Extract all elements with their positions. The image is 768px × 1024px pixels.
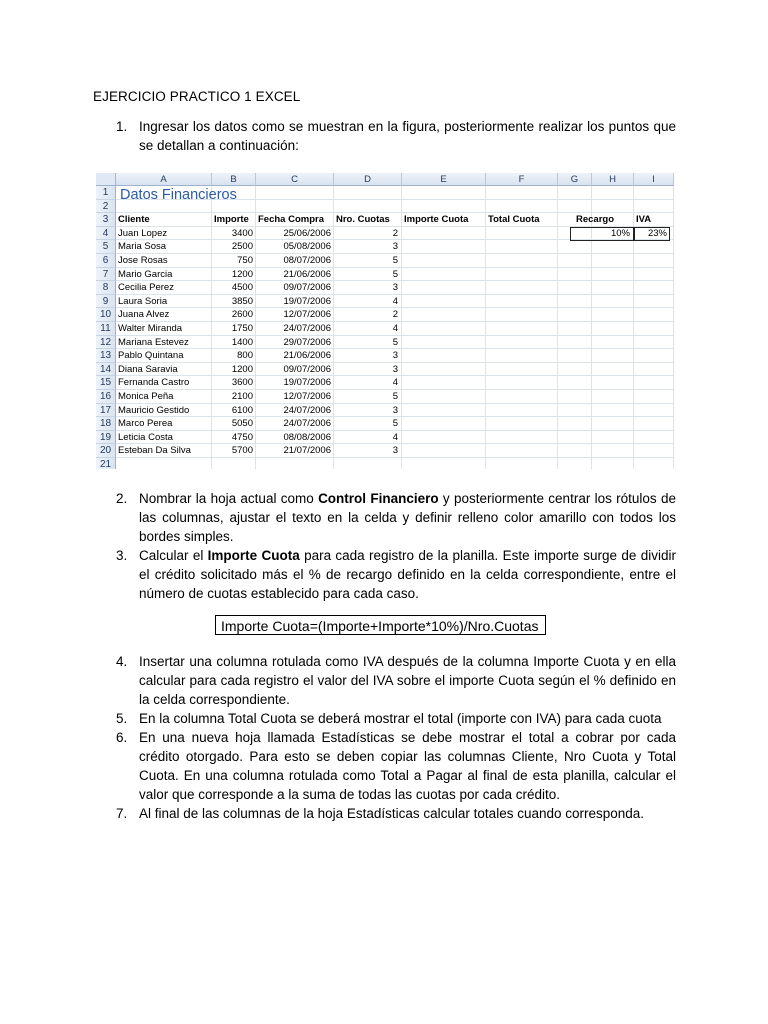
column-label: Importe bbox=[214, 214, 249, 226]
cell-fecha: 19/07/2006 bbox=[283, 377, 331, 389]
document-title: EJERCICIO PRACTICO 1 EXCEL bbox=[93, 89, 301, 104]
row-header: 12 bbox=[96, 336, 116, 350]
cell-cliente: Fernanda Castro bbox=[118, 377, 190, 389]
gridline bbox=[116, 335, 674, 336]
gridline bbox=[116, 403, 674, 404]
column-label: Cliente bbox=[118, 214, 150, 226]
cell-importe: 2500 bbox=[231, 241, 253, 253]
column-header: F bbox=[486, 173, 558, 186]
cell-cliente: Juan Lopez bbox=[118, 227, 168, 239]
row-header: 14 bbox=[96, 363, 116, 377]
gridline bbox=[116, 294, 674, 295]
gridline bbox=[116, 267, 674, 268]
step-3 bbox=[110, 546, 676, 603]
step-5 bbox=[110, 709, 676, 728]
cell-fecha: 29/07/2006 bbox=[283, 336, 331, 348]
row-header: 9 bbox=[96, 295, 116, 309]
step-number: 6. bbox=[116, 730, 128, 745]
gridline bbox=[116, 253, 674, 254]
cell-cliente: Juana Alvez bbox=[118, 309, 170, 321]
row-header: 20 bbox=[96, 444, 116, 458]
cell-fecha: 21/06/2006 bbox=[283, 350, 331, 362]
column-header: H bbox=[592, 173, 634, 186]
step-6 bbox=[110, 728, 676, 804]
iva-value: 23% bbox=[647, 227, 667, 239]
cell-fecha: 12/07/2006 bbox=[283, 309, 331, 321]
gridline bbox=[116, 457, 674, 458]
cell-cuotas: 2 bbox=[392, 309, 398, 321]
step-7 bbox=[110, 804, 676, 823]
step-bold-text: Importe Cuota bbox=[207, 548, 300, 563]
column-header: G bbox=[558, 173, 592, 186]
cell-cliente: Mauricio Gestido bbox=[118, 404, 190, 416]
cell-cuotas: 5 bbox=[392, 255, 398, 266]
cell-cuotas: 5 bbox=[392, 418, 398, 430]
cell-importe: 1400 bbox=[231, 336, 253, 348]
step-text: Ingresar los datos como se muestran en la figura, posteriormente realizar los puntos que se detallan a continuación: bbox=[139, 119, 676, 153]
row-header: 4 bbox=[96, 227, 116, 241]
cell-fecha: 05/08/2006 bbox=[283, 241, 331, 253]
cell-fecha: 21/06/2006 bbox=[283, 268, 331, 280]
step-text: para cada registro de la planilla. Este importe surge de dividir el crédito solicitado más el % de recargo definido en la celda correspondiente, entre el número de cuotas establecido para cada caso. bbox=[139, 548, 676, 601]
cell-importe: 800 bbox=[237, 350, 253, 362]
row-header: 10 bbox=[96, 308, 116, 322]
column-header: B bbox=[212, 173, 256, 186]
cell-importe: 2100 bbox=[231, 391, 253, 402]
column-header: I bbox=[634, 173, 674, 186]
gridline bbox=[116, 443, 674, 444]
steps-list-top bbox=[110, 117, 676, 155]
row-header: 17 bbox=[96, 404, 116, 418]
cell-cuotas: 4 bbox=[392, 323, 398, 334]
column-label: Importe Cuota bbox=[404, 214, 469, 226]
row-header: 13 bbox=[96, 349, 116, 363]
cell-cliente: Maria Sosa bbox=[118, 241, 167, 253]
step-text: Al final de las columnas de la hoja Estadísticas calcular totales cuando corresponda. bbox=[139, 806, 645, 821]
row-header: 7 bbox=[96, 268, 116, 282]
gridline bbox=[673, 186, 674, 469]
cell-cliente: Walter Miranda bbox=[118, 323, 183, 334]
cell-importe: 1200 bbox=[231, 268, 253, 280]
cell-cuotas: 5 bbox=[392, 336, 398, 348]
cell-importe: 3600 bbox=[231, 377, 253, 389]
gridline bbox=[116, 362, 674, 363]
row-header: 1 bbox=[96, 186, 116, 200]
cell-fecha: 25/06/2006 bbox=[283, 227, 331, 239]
gridline bbox=[116, 348, 674, 349]
iva-label: IVA bbox=[636, 214, 652, 226]
cell-cuotas: 3 bbox=[392, 404, 398, 416]
gridline bbox=[116, 321, 674, 322]
cell-cuotas: 3 bbox=[392, 350, 398, 362]
column-label: Fecha Compra bbox=[258, 214, 324, 226]
cell-fecha: 24/07/2006 bbox=[283, 323, 331, 334]
step-number: 7. bbox=[116, 806, 128, 821]
cell-importe: 2600 bbox=[231, 309, 253, 321]
cell-importe: 1750 bbox=[231, 323, 253, 334]
cell-cliente: Esteban Da Silva bbox=[118, 445, 191, 457]
step-1 bbox=[110, 117, 676, 155]
gridline bbox=[116, 212, 674, 213]
steps-list-bottom bbox=[110, 489, 676, 823]
cell-importe: 4750 bbox=[231, 431, 253, 443]
step-text: En la columna Total Cuota se deberá mostrar el total (importe con IVA) para cada cuota bbox=[139, 711, 662, 726]
cell-importe: 3850 bbox=[231, 295, 253, 307]
cell-cuotas: 4 bbox=[392, 377, 398, 389]
step-number: 2. bbox=[116, 491, 128, 506]
cell-cuotas: 3 bbox=[392, 363, 398, 375]
cell-cliente: Mario Garcia bbox=[118, 268, 173, 280]
cell-cliente: Jose Rosas bbox=[118, 255, 168, 266]
gridline bbox=[116, 416, 674, 417]
sheet-title: Datos Financieros bbox=[120, 187, 237, 203]
cell-cliente: Monica Peña bbox=[118, 391, 174, 402]
step-text: En una nueva hoja llamada Estadísticas se debe mostrar el total a cobrar por cada crédito otorgado. Para esto se deben copiar las columnas Cliente, Nro Cuota y Total Cuota. En una columna rotulada como Total a Pagar al final de esta planilla, calcular el valor que corresponde a la suma de todas las cuotas por cada crédito. bbox=[139, 730, 676, 802]
cell-fecha: 09/07/2006 bbox=[283, 282, 331, 294]
cell-importe: 6100 bbox=[231, 404, 253, 416]
cell-cliente: Marco Perea bbox=[118, 418, 173, 430]
excel-screenshot bbox=[96, 173, 674, 469]
column-header: E bbox=[402, 173, 486, 186]
cell-importe: 1200 bbox=[231, 363, 253, 375]
cell-fecha: 08/08/2006 bbox=[283, 431, 331, 443]
recargo-label: Recargo bbox=[576, 214, 615, 226]
step-bold-text: Control Financiero bbox=[318, 491, 439, 506]
step-text: Nombrar la hoja actual como bbox=[139, 491, 319, 506]
cell-cliente: Mariana Estevez bbox=[118, 336, 189, 348]
cell-cliente: Laura Soria bbox=[118, 295, 168, 307]
gridline bbox=[116, 430, 674, 431]
cell-importe: 5050 bbox=[231, 418, 253, 430]
cell-importe: 5700 bbox=[231, 445, 253, 457]
column-header: C bbox=[256, 173, 334, 186]
cell-cuotas: 3 bbox=[392, 445, 398, 457]
cell-cliente: Diana Saravia bbox=[118, 363, 178, 375]
cell-fecha: 09/07/2006 bbox=[283, 363, 331, 375]
gridline bbox=[116, 375, 674, 376]
step-number: 5. bbox=[116, 711, 128, 726]
step-4 bbox=[110, 652, 676, 709]
column-label: Total Cuota bbox=[488, 214, 540, 226]
step-number: 4. bbox=[116, 654, 128, 669]
cell-cliente: Leticia Costa bbox=[118, 431, 173, 443]
cell-importe: 750 bbox=[237, 255, 253, 266]
cell-importe: 4500 bbox=[231, 282, 253, 294]
cell-cliente: Pablo Quintana bbox=[118, 350, 184, 362]
gridline bbox=[557, 186, 558, 469]
cell-importe: 3400 bbox=[231, 227, 253, 239]
sheet-corner bbox=[96, 173, 116, 186]
gridline bbox=[116, 280, 674, 281]
gridline bbox=[401, 186, 402, 469]
cell-fecha: 24/07/2006 bbox=[283, 418, 331, 430]
column-label: Nro. Cuotas bbox=[336, 214, 390, 226]
gridline bbox=[116, 389, 674, 390]
cell-cuotas: 2 bbox=[392, 227, 398, 239]
step-number: 1. bbox=[116, 119, 128, 134]
formula-box: Importe Cuota=(Importe+Importe*10%)/Nro.Cuotas bbox=[215, 615, 546, 635]
cell-cuotas: 4 bbox=[392, 431, 398, 443]
cell-fecha: 21/07/2006 bbox=[283, 445, 331, 457]
recargo-value: 10% bbox=[610, 227, 630, 239]
gridline bbox=[485, 186, 486, 469]
gridline bbox=[116, 307, 674, 308]
row-header: 15 bbox=[96, 376, 116, 390]
row-header: 3 bbox=[96, 213, 116, 227]
cell-cuotas: 3 bbox=[392, 241, 398, 253]
column-header: A bbox=[116, 173, 212, 186]
row-header: 11 bbox=[96, 322, 116, 336]
cell-cuotas: 4 bbox=[392, 295, 398, 307]
row-header: 18 bbox=[96, 417, 116, 431]
row-header: 2 bbox=[96, 200, 116, 214]
formula-wrapper bbox=[110, 615, 676, 641]
cell-fecha: 12/07/2006 bbox=[283, 391, 331, 402]
step-text: Insertar una columna rotulada como IVA después de la columna Importe Cuota y en ella calcular para cada registro el valor del IVA sobre el importe Cuota según el % definido en la celda correspondiente. bbox=[139, 654, 676, 707]
cell-fecha: 24/07/2006 bbox=[283, 404, 331, 416]
cell-cliente: Cecilia Perez bbox=[118, 282, 174, 294]
row-header: 19 bbox=[96, 431, 116, 445]
step-text: Calcular el bbox=[139, 548, 208, 563]
row-header: 6 bbox=[96, 254, 116, 268]
row-header: 21 bbox=[96, 458, 116, 469]
cell-fecha: 08/07/2006 bbox=[283, 255, 331, 266]
column-header: D bbox=[334, 173, 402, 186]
cell-cuotas: 5 bbox=[392, 268, 398, 280]
cell-cuotas: 3 bbox=[392, 282, 398, 294]
row-header: 8 bbox=[96, 281, 116, 295]
cell-cuotas: 5 bbox=[392, 391, 398, 402]
step-2 bbox=[110, 489, 676, 546]
step-number: 3. bbox=[116, 548, 128, 563]
step-text: y posteriormente centrar los rótulos de las columnas, ajustar el texto en la celda y definir relleno color amarillo con todos los bordes simples. bbox=[139, 491, 676, 544]
cell-fecha: 19/07/2006 bbox=[283, 295, 331, 307]
row-header: 5 bbox=[96, 240, 116, 254]
row-header: 16 bbox=[96, 390, 116, 404]
